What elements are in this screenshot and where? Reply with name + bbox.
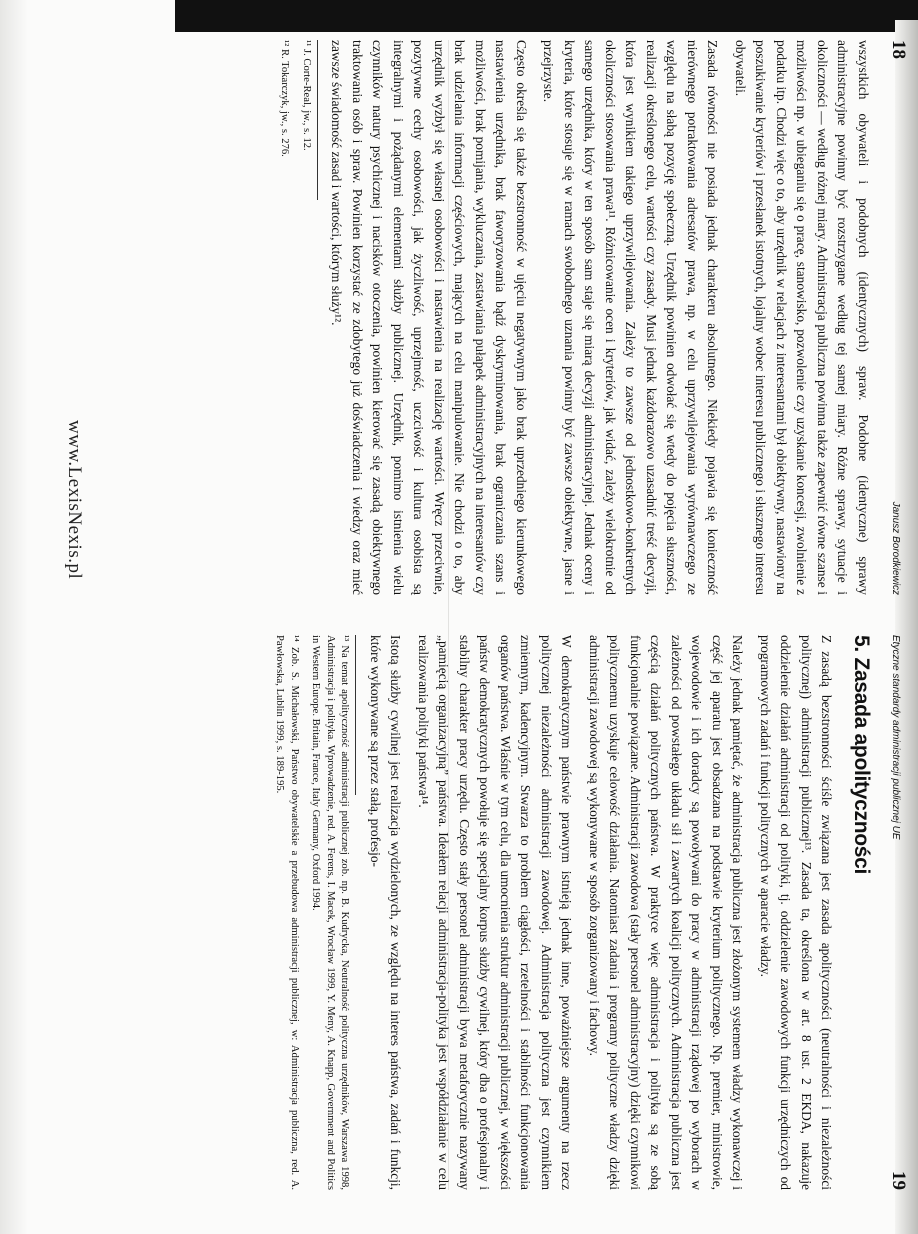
- footnote: ¹¹ J. Corte-Real, jw., s. 12.: [301, 40, 312, 151]
- footnote: ¹³ Na temat apolityczność administracji publicznej zob. np. B. Kudrycka, Neutralność polityczna urzędników, Warszawa 1998, Administracja i polityka. Wprowadzenie, red. A. Ferens, I. Macek, Wrocław 1999, Y. Meny, A. Knapp, Government and Politics in Western Europe. Britain, France, Italy Germany, Oxford 1994.: [310, 635, 351, 1190]
- right-body: [265, 635, 873, 1190]
- paragraph: Z zasadą bezstronności ściśle związana jest zasada apolityczności (neutralności i niezależności politycznej) administracji publicznej¹³. Zasada ta, określona w art. 8 ust. 2 EKDA, nakazuje oddzielenie działań administracji od polityki, tj. oddzielenie zawodowych funkcji urzędniczych od programowych zadań i funkcji politycznych w aparacie władzy.: [758, 635, 835, 1190]
- right-running-title: Etyczne standardy administracji publicznej UE: [890, 635, 901, 840]
- left-page: [47, 40, 907, 595]
- paragraph: wszystkich obywateli i podobnych (identycznych) spraw. Podobne (identyczne) sprawy administracyjne powinny być rozstrzygane według tej samej miary. Różne sprawy, sytuacje i okoliczności — według różnej miary. Administracja publiczna powinna także zapewnić równe szanse i możliwości np. w ubieganiu się o pracę, stanowisko, pozwolenie czy uzyskanie koncesji, zwolnienie z podatku itp. Chodzi więc o to, aby urzędnik w relacjach z interesantami był obiektywny, nastawiony na poszukiwanie kryteriów i przesłanek istotnych, lojalny wobec interesu publicznego i słusznego interesu obywateli.: [733, 40, 871, 595]
- right-page-number: 19: [888, 1171, 909, 1190]
- paragraph: Często określa się także bezstronność w ujęciu negatywnym jako brak uprzedniego kierunkowego nastawienia urzędnika, brak faworyzowania bądź dyskryminowania, brak ograniczania szans i możliwości, brak pomijania, wykluczania, zastawiania pułapek administracyjnych na interesantów czy brak udzielania informacji częściowych, mających na celu manipulowanie. Nie chodzi o to, aby urzędnik wyzbył się własnej osobowości i nastawienia na realizację wartości. Wręcz przeciwnie, pozytywne cechy osobowości, jak życzliwość, uprzejmość, uczciwość i kultura osobista są integralnymi i pożądanymi elementami służby publicznej. Urzędnik, pomimo istnienia wielu czynników natury psychicznej i nacisków otoczenia, powinien kierować się zasadą obiektywnego traktowania osób i spraw. Powinien korzystać ze zdobytego już doświadczenia i wiedzy oraz mieć zawsze świadomość zasad i wartości, którym służy¹².: [329, 40, 529, 595]
- footnote-rule: [356, 635, 357, 795]
- footnote: ¹² R. Tokarczyk, jw., s. 276.: [279, 40, 291, 157]
- right-page: [47, 635, 907, 1190]
- paragraph: Zasada równości nie posiada jednak charakteru absolutnego. Niekiedy pojawia się konieczność nierównego potraktowania adresatów prawa, np. w celu uprzywilejowania wyrównawczego ze względu na słabą pozycję społeczną. Urzędnik powinien odwołać się wtedy do pojęcia słuszności, realizacji określonego celu, wartości czy zasady. Musi jednak każdorazowo uzasadnić treść decyzji, która jest wynikiem takiego uprzywilejowania. Zależy to zawsze od jednostkowo-konkretnych okoliczności stosowania prawa¹¹. Różnicowanie ocen i kryteriów, jak widać, zależy wielokrotnie od samego urzędnika, który w ten sposób sam staje się miarą decyzji administracyjnej. Jednak oceny i kryteria, które stosuje się w ramach swobodnego uznania powinny być zawsze obiektywne, jasne i przejrzyste.: [541, 40, 721, 595]
- footnote-rule: [317, 40, 318, 200]
- publisher-url: www.LexisNexis.pl: [64, 420, 85, 580]
- footnote: ¹⁴ Zob. S. Michałowski, Państwo obywatelskie a przebudowa administracji publicznej, w: Administracja publiczna, red. A. Pawłowska, Lublin 1999, s. 189-195.: [274, 635, 300, 1190]
- scan-border-bar: [175, 0, 918, 32]
- left-running-title: Janusz Borodkiewicz: [890, 501, 901, 595]
- section-title: 5. Zasada apolityczności: [850, 635, 873, 875]
- right-running-head: [883, 635, 909, 1190]
- left-body: [270, 40, 873, 595]
- paragraph: W demokratycznym państwie prawnym istnieją jednak inne, poważniejsze argumenty na rzecz politycznej niezależności administracji zawodowej. Administracja polityczna jest czynnikiem zmiennym, kadencyjnym. Stwarza to problem ciągłości, rzetelności i stabilności funkcjonowania organów państwa. Właśnie w tym celu, dla umocnienia struktur administracji publicznej, w większości państw demokratycznych powołuje się specjalny korpus służby cywilnej, który dba o profesjonalny i stabilny charakter pracy urzędu. Często stały personel administracji bywa metaforycznie nazywany „pamięcią organizacyjną” państwa. Ideałem relacji administracja-polityka jest współdziałanie w celu realizowania polityki państwa¹⁴.: [416, 635, 575, 1190]
- scan-edge-shadow: [0, 0, 28, 1234]
- paragraph: Należy jednak pamiętać, że administracja publiczna jest złożonym systemem władzy wykonawczej i część jej aparatu jest obsadzana na podstawie kryterium politycznego. Np. premier, ministrowie, wojewodowie i ich doradcy są powoływani do pracy w administracji rządowej po wyborach w zależności od powstałego układu sił i zawartych koalicji politycznych. Administracja publiczna jest częścią działań politycznych państwa. W praktyce więc administracja i polityka są ze sobą funkcjonalnie powiązane. Administracji zawodowa (stały personel administracyjny) dzięki czynnikowi politycznemu uzyskuje celowość działania. Natomiast zadania i programy polityczne władzy dzięki administracji zawodowej są wykonywane w sposób zorganizowany i fachowy.: [587, 635, 746, 1190]
- left-running-head: [883, 40, 909, 595]
- left-page-number: 18: [888, 40, 909, 59]
- book-spread: [47, 40, 907, 1190]
- paragraph: Istotą służby cywilnej jest realizacja wydzielonych, ze względu na interes państwa, zadań i funkcji, które wykonywane są przez stałą, profesjo-: [368, 635, 404, 1190]
